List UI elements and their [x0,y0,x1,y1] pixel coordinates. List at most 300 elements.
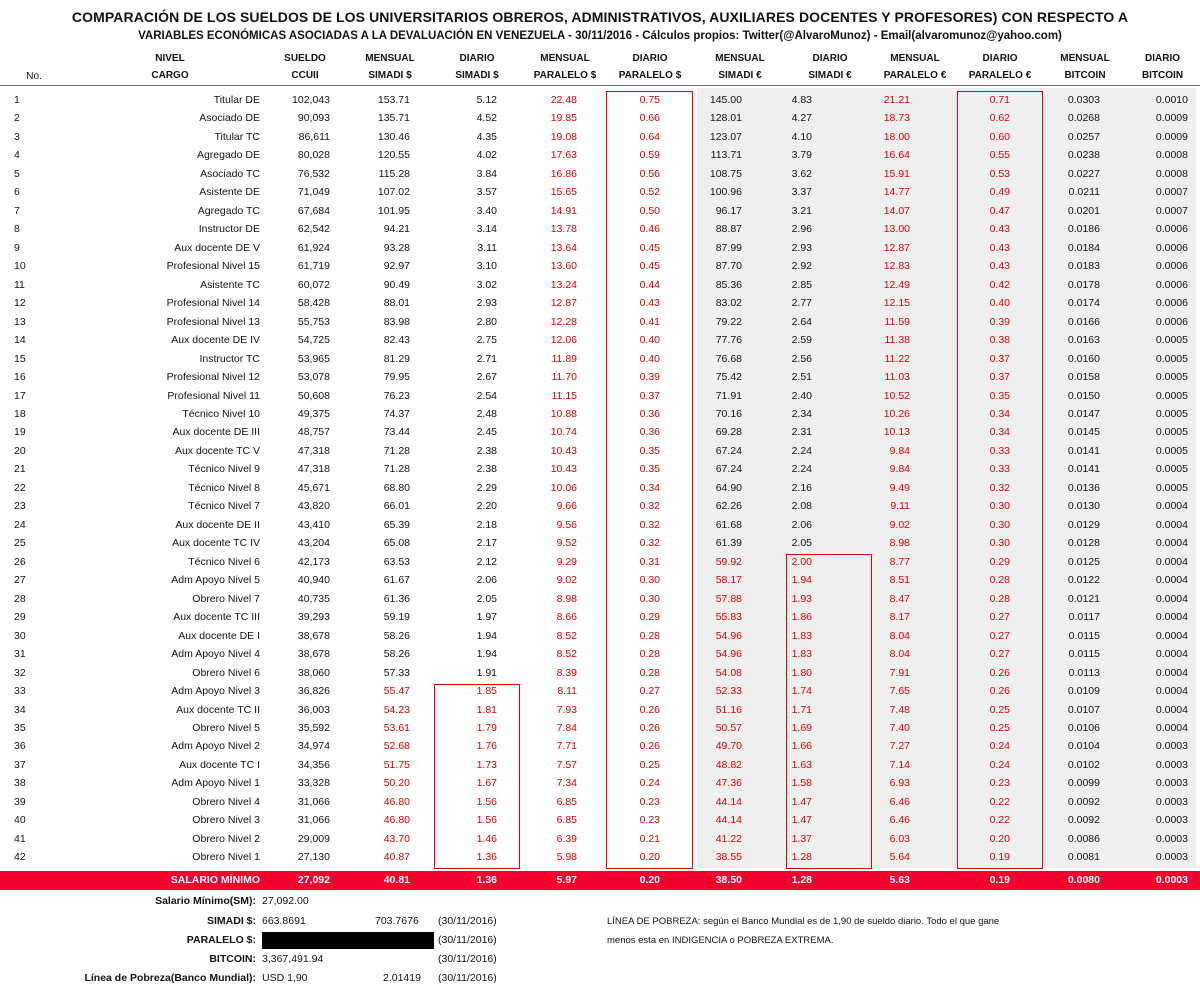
cell-diario-bitcoin: 0.0004 [1155,721,1188,734]
cell-no: 15 [14,352,26,365]
cell-mensual-paralelo-usd: 19.08 [550,130,577,143]
cell-mensual-paralelo-eur: 10.52 [883,389,910,402]
cell-mensual-bitcoin: 0.0186 [1067,223,1100,236]
cell-diario-simadi-usd: 1.81 [476,703,497,716]
cell-diario-paralelo-eur: 0.62 [989,112,1010,125]
footer-pobreza-v2: 2.01419 [383,972,421,984]
cell-no: 6 [14,186,20,199]
cell-diario-paralelo-usd: 0.44 [639,278,660,291]
cell-no: 36 [14,740,26,753]
cell-mensual-simadi-usd: 76.23 [383,389,410,402]
cell-mensual-bitcoin: 0.0201 [1067,204,1100,217]
cell-no: 14 [14,334,26,347]
cell-cargo: Titular DE [213,94,260,106]
header-mensual-bitcoin-sub: BITCOIN [1064,70,1106,81]
cell-diario-bitcoin: 0.0003 [1155,832,1188,845]
table-header [0,51,1200,86]
cell-diario-simadi-eur: 3.62 [791,167,812,180]
cell-mensual-paralelo-eur: 7.65 [889,685,910,698]
header-mensual-paralelo-eur: MENSUAL [890,53,940,64]
cell-mensual-simadi-usd: 46.80 [383,814,410,827]
cell-diario-simadi-usd: 1.76 [476,740,497,753]
cell-mensual-bitcoin: 0.0150 [1067,389,1100,402]
cell-mensual-simadi-usd: 59.19 [383,611,410,624]
cell-diario-simadi-eur: 1.66 [791,740,812,753]
cell-diario-bitcoin: 0.0006 [1155,223,1188,236]
cell-sueldo: 43,204 [297,537,330,550]
cell-sueldo: 80,028 [297,149,330,162]
cell-cargo: Obrero Nivel 5 [192,721,260,734]
cell-sueldo: 55,753 [297,315,330,328]
header-no: No. [26,71,42,82]
cell-mensual-simadi-eur: 67.24 [715,463,742,476]
cell-cargo: Técnico Nivel 7 [188,500,260,513]
cell-mensual-paralelo-usd: 10.06 [550,481,577,494]
cell-diario-paralelo-usd: 0.26 [639,740,660,753]
cell-cargo: Asociado TC [200,167,260,180]
cell-diario-bitcoin: 0.0008 [1155,149,1188,162]
cell-diario-simadi-usd: 1.94 [476,629,497,642]
cell-mensual-paralelo-eur: 7.91 [889,666,910,679]
cell-diario-bitcoin: 0.0006 [1155,241,1188,254]
cell-mensual-paralelo-usd: 9.02 [556,574,577,587]
cell-diario-paralelo-usd: 0.23 [639,814,660,827]
cell-diario-paralelo-eur: 0.43 [989,223,1010,236]
cell-mensual-simadi-eur: 87.70 [715,260,742,273]
cell-mensual-simadi-usd: 71.28 [383,444,410,457]
cell-mensual-simadi-usd: 58.26 [383,629,410,642]
cell-diario-bitcoin: 0.0005 [1155,444,1188,457]
cell-diario-paralelo-usd: 0.50 [639,204,660,217]
cell-diario-simadi-eur: 2.31 [791,426,812,439]
cell-sueldo: 39,293 [297,611,330,624]
cell-mensual-simadi-usd: 130.46 [377,130,410,143]
cell-diario-bitcoin: 0.0004 [1155,648,1188,661]
cell-mensual-paralelo-eur: 9.84 [889,444,910,457]
cell-diario-bitcoin: 0.0004 [1155,555,1188,568]
cell-no: 26 [14,555,26,568]
cell-cargo: Instructor DE [198,223,260,236]
cell-cargo: Obrero Nivel 4 [192,795,260,808]
title-line-1: COMPARACIÓN DE LOS SUELDOS DE LOS UNIVERSITARIOS OBREROS, ADMINISTRATIVOS, AUXILIARES DOCENTES Y PROFESORES) CON RESPECTO A [71,9,1129,25]
cell-cargo: Obrero Nivel 1 [192,851,260,864]
cell-mensual-bitcoin: 0.0184 [1067,241,1100,254]
cell-diario-simadi-usd: 1.97 [476,611,497,624]
cell-diario-paralelo-usd: 0.24 [639,777,660,790]
cell-diario-paralelo-usd: 0.29 [639,611,660,624]
cell-diario-bitcoin: 0.0005 [1155,426,1188,439]
cell-mensual-paralelo-eur: 14.77 [883,186,910,199]
cell-mensual-simadi-eur: 51.16 [715,703,742,716]
cell-mensual-simadi-usd: 74.37 [383,407,410,420]
cell-diario-paralelo-usd: 0.46 [639,223,660,236]
footer-paralelo-label: PARALELO $: [186,934,256,946]
cell-mensual-paralelo-eur: 9.49 [889,481,910,494]
cell-no: 28 [14,592,26,605]
cell-cargo: Técnico Nivel 10 [182,407,260,420]
cell-diario-simadi-eur: 2.24 [791,444,812,457]
cell-mensual-simadi-eur: 61.68 [715,518,742,531]
cell-diario-paralelo-usd: 0.34 [639,481,660,494]
header-diario-simadi-eur-sub: SIMADI € [808,70,852,81]
cell-mensual-bitcoin: 0.0303 [1067,94,1100,106]
cell-diario-paralelo-eur: 0.25 [989,703,1010,716]
cell-mensual-paralelo-usd: 8.66 [556,611,577,624]
cell-mensual-bitcoin: 0.0268 [1067,112,1100,125]
cell-mensual-simadi-eur: 75.42 [715,371,742,384]
cell-mensual-bitcoin: 0.0141 [1067,444,1100,457]
cell-mensual-paralelo-usd: 7.57 [556,758,577,771]
cell-diario-simadi-eur: 2.96 [791,223,812,236]
cell-cargo: Aux docente TC III [173,611,260,624]
cell-sueldo: 71,049 [297,186,330,199]
cell-sueldo: 50,608 [297,389,330,402]
cell-mensual-simadi-eur: 77.76 [715,334,742,347]
cell-mensual-bitcoin: 0.0122 [1067,574,1100,587]
cell-mensual-paralelo-eur: 8.77 [889,555,910,568]
cell-diario-paralelo-usd: 0.28 [639,629,660,642]
minimo-mensual-paralelo-eur: 5.63 [889,874,910,886]
cell-diario-bitcoin: 0.0005 [1155,389,1188,402]
cell-no: 30 [14,629,26,642]
cell-mensual-paralelo-usd: 19.85 [550,112,577,125]
cell-diario-simadi-usd: 3.84 [476,167,497,180]
minimo-diario-simadi-eur: 1.28 [791,874,812,886]
cell-diario-simadi-eur: 2.51 [791,371,812,384]
cell-no: 40 [14,814,26,827]
cell-mensual-simadi-usd: 54.23 [383,703,410,716]
cell-mensual-simadi-eur: 108.75 [709,167,742,180]
cell-no: 9 [14,241,20,254]
footer-simadi-label: SIMADI $: [206,915,256,927]
cell-cargo: Aux docente DE I [178,629,260,642]
cell-diario-simadi-usd: 2.29 [476,481,497,494]
cell-diario-paralelo-usd: 0.45 [639,241,660,254]
cell-diario-simadi-usd: 1.46 [476,832,497,845]
cell-no: 4 [14,149,20,162]
cell-cargo: Asociado DE [199,112,260,125]
minimo-mensual-simadi-usd: 40.81 [383,874,410,886]
cell-cargo: Instructor TC [199,352,260,365]
cell-diario-bitcoin: 0.0007 [1155,186,1188,199]
cell-mensual-simadi-eur: 57.88 [715,592,742,605]
cell-no: 22 [14,481,26,494]
cell-diario-paralelo-usd: 0.64 [639,130,660,143]
cell-mensual-paralelo-usd: 13.24 [550,278,577,291]
cell-mensual-simadi-usd: 94.21 [383,223,410,236]
cell-diario-simadi-eur: 2.08 [791,500,812,513]
cell-mensual-bitcoin: 0.0113 [1068,666,1100,679]
cell-mensual-paralelo-usd: 12.06 [550,334,577,347]
cell-mensual-bitcoin: 0.0129 [1067,518,1100,531]
cell-diario-simadi-eur: 2.16 [791,481,812,494]
minimo-diario-paralelo-eur: 0.19 [989,874,1010,886]
cell-cargo: Obrero Nivel 2 [192,832,260,845]
cell-mensual-simadi-eur: 62.26 [715,500,742,513]
cell-mensual-paralelo-eur: 12.49 [883,278,910,291]
cell-diario-paralelo-eur: 0.33 [989,463,1010,476]
cell-mensual-bitcoin: 0.0115 [1068,648,1100,661]
cell-mensual-bitcoin: 0.0238 [1067,149,1100,162]
cell-mensual-paralelo-usd: 10.74 [550,426,577,439]
cell-mensual-paralelo-eur: 11.03 [884,371,910,384]
cell-diario-simadi-usd: 2.48 [476,407,497,420]
cell-diario-simadi-eur: 2.34 [791,407,812,420]
cell-diario-bitcoin: 0.0007 [1155,204,1188,217]
cell-mensual-simadi-usd: 153.71 [377,94,410,106]
cell-diario-paralelo-eur: 0.25 [989,721,1010,734]
cell-cargo: Agregado TC [197,204,260,217]
cell-diario-paralelo-eur: 0.28 [989,592,1010,605]
cell-mensual-simadi-eur: 83.02 [715,297,742,310]
cell-mensual-simadi-eur: 100.96 [709,186,742,199]
cell-diario-simadi-eur: 3.37 [791,186,812,199]
cell-mensual-simadi-eur: 96.17 [715,204,742,217]
footer-bitcoin-value: 3,367,491.94 [262,953,324,965]
cell-cargo: Asistente TC [200,278,260,291]
cell-cargo: Aux docente TC V [174,444,260,457]
cell-diario-bitcoin: 0.0003 [1155,851,1188,864]
cell-mensual-simadi-usd: 81.29 [383,352,410,365]
cell-mensual-simadi-usd: 50.20 [383,777,410,790]
cell-diario-paralelo-usd: 0.41 [639,315,660,328]
cell-diario-simadi-usd: 2.38 [476,463,497,476]
header-mensual-simadi-eur-sub: SIMADI € [718,70,762,81]
cell-sueldo: 54,725 [297,334,330,347]
cell-diario-simadi-eur: 2.06 [791,518,812,531]
cell-diario-simadi-eur: 2.59 [791,334,812,347]
cell-mensual-simadi-usd: 101.95 [377,204,410,217]
cell-sueldo: 76,532 [297,167,330,180]
cell-mensual-paralelo-eur: 8.47 [889,592,910,605]
cell-sueldo: 67,684 [297,204,330,217]
cell-mensual-paralelo-usd: 17.63 [550,149,577,162]
cell-mensual-paralelo-usd: 7.71 [556,740,577,753]
cell-mensual-simadi-eur: 61.39 [715,537,742,550]
cell-diario-bitcoin: 0.0003 [1155,814,1188,827]
cell-diario-simadi-eur: 1.74 [791,685,812,698]
cell-cargo: Adm Apoyo Nivel 3 [171,685,260,698]
cell-diario-bitcoin: 0.0005 [1155,334,1188,347]
cell-mensual-simadi-usd: 120.55 [377,149,410,162]
cell-mensual-simadi-eur: 145.00 [709,94,742,106]
cell-no: 25 [14,537,26,550]
cell-diario-simadi-usd: 4.35 [476,130,497,143]
footer-simadi-v2: 703.7676 [375,915,419,927]
cell-diario-paralelo-eur: 0.43 [989,260,1010,273]
cell-sueldo: 38,678 [297,648,330,661]
cell-diario-paralelo-eur: 0.30 [989,500,1010,513]
header-diario-paralelo-eur-sub: PARALELO € [968,70,1032,81]
cell-mensual-paralelo-eur: 6.46 [889,795,910,808]
header-mensual-paralelo-usd: MENSUAL [540,53,590,64]
cell-diario-bitcoin: 0.0004 [1155,537,1188,550]
cell-diario-paralelo-eur: 0.27 [989,648,1010,661]
cell-no: 32 [14,666,26,679]
cell-diario-bitcoin: 0.0004 [1155,518,1188,531]
cell-mensual-bitcoin: 0.0109 [1067,685,1100,698]
cell-diario-paralelo-eur: 0.19 [989,851,1010,864]
cell-diario-paralelo-eur: 0.20 [989,832,1010,845]
header-diario-simadi-eur: DIARIO [812,53,848,64]
cell-diario-bitcoin: 0.0008 [1155,167,1188,180]
cell-diario-bitcoin: 0.0006 [1155,315,1188,328]
cell-mensual-simadi-usd: 51.75 [383,758,410,771]
cell-mensual-bitcoin: 0.0125 [1067,555,1100,568]
cell-diario-paralelo-eur: 0.26 [989,685,1010,698]
cell-mensual-paralelo-eur: 10.13 [883,426,910,439]
cell-mensual-paralelo-usd: 12.87 [550,297,577,310]
cell-diario-paralelo-usd: 0.59 [639,149,660,162]
cell-mensual-paralelo-usd: 8.39 [556,666,577,679]
cell-diario-paralelo-eur: 0.39 [989,315,1010,328]
cell-mensual-paralelo-eur: 18.00 [883,130,910,143]
cell-diario-simadi-usd: 2.12 [476,555,497,568]
cell-diario-simadi-eur: 1.69 [791,721,812,734]
cell-diario-simadi-usd: 2.18 [476,518,497,531]
cell-diario-simadi-eur: 2.93 [791,241,812,254]
cell-diario-paralelo-eur: 0.49 [989,186,1010,199]
cell-mensual-simadi-usd: 53.61 [383,721,410,734]
cell-diario-simadi-eur: 1.86 [791,611,812,624]
cell-diario-simadi-eur: 4.27 [791,112,812,125]
cell-cargo: Técnico Nivel 8 [188,481,260,494]
cell-mensual-paralelo-eur: 21.21 [883,94,910,106]
cell-diario-paralelo-eur: 0.71 [989,94,1010,106]
header-diario-bitcoin: DIARIO [1145,53,1180,64]
cell-cargo: Adm Apoyo Nivel 4 [171,648,260,661]
cell-diario-paralelo-eur: 0.55 [989,149,1010,162]
cell-diario-paralelo-usd: 0.36 [639,426,660,439]
cell-diario-paralelo-eur: 0.37 [989,371,1010,384]
cell-mensual-paralelo-eur: 6.93 [889,777,910,790]
footer-sm-label: Salario Mínimo(SM): [155,895,256,907]
cell-mensual-paralelo-usd: 10.88 [550,407,577,420]
cell-diario-paralelo-usd: 0.75 [639,94,660,106]
cell-mensual-paralelo-usd: 9.52 [556,537,577,550]
cell-sueldo: 34,356 [297,758,330,771]
cell-no: 31 [14,648,26,661]
cell-mensual-paralelo-usd: 13.64 [550,241,577,254]
cell-mensual-bitcoin: 0.0163 [1067,334,1100,347]
cell-diario-simadi-eur: 2.64 [791,315,812,328]
cell-diario-paralelo-eur: 0.60 [989,130,1010,143]
cell-mensual-paralelo-eur: 18.73 [883,112,910,125]
cell-mensual-paralelo-usd: 8.98 [556,592,577,605]
cell-cargo: Aux docente TC II [176,703,260,716]
cell-mensual-paralelo-eur: 11.59 [884,315,910,328]
cell-mensual-simadi-eur: 85.36 [715,278,742,291]
cell-sueldo: 38,060 [297,666,330,679]
cell-diario-paralelo-eur: 0.33 [989,444,1010,457]
cell-mensual-simadi-usd: 57.33 [383,666,410,679]
cell-mensual-simadi-eur: 123.07 [709,130,742,143]
cell-no: 34 [14,703,26,716]
cell-mensual-bitcoin: 0.0141 [1067,463,1100,476]
cell-mensual-simadi-usd: 46.80 [383,795,410,808]
cell-diario-simadi-eur: 3.21 [791,204,812,217]
cell-sueldo: 58,428 [297,297,330,310]
highlight-box-diario-simadi-usd [434,684,520,869]
cell-mensual-paralelo-usd: 6.39 [556,832,577,845]
cell-diario-paralelo-eur: 0.35 [989,389,1010,402]
cell-no: 38 [14,777,26,790]
footer-paralelo-date: (30/11/2016) [438,934,497,946]
cell-diario-simadi-usd: 3.57 [476,186,497,199]
cell-no: 8 [14,223,20,236]
cell-mensual-simadi-eur: 71.91 [715,389,742,402]
cell-diario-bitcoin: 0.0009 [1155,112,1188,125]
cell-diario-paralelo-eur: 0.29 [989,555,1010,568]
cell-mensual-bitcoin: 0.0117 [1068,611,1100,624]
cell-mensual-bitcoin: 0.0160 [1067,352,1100,365]
cell-diario-simadi-usd: 2.20 [476,500,497,513]
cell-mensual-simadi-usd: 115.28 [378,167,410,180]
cell-mensual-simadi-usd: 68.80 [383,481,410,494]
cell-diario-simadi-eur: 3.79 [791,149,812,162]
cell-mensual-bitcoin: 0.0106 [1067,721,1100,734]
header-diario-simadi-usd-sub: SIMADI $ [455,70,499,81]
cell-mensual-simadi-usd: 40.87 [383,851,410,864]
cell-mensual-paralelo-eur: 11.22 [884,352,910,365]
cell-mensual-simadi-usd: 83.98 [383,315,410,328]
cell-sueldo: 36,826 [297,685,330,698]
cell-cargo: Obrero Nivel 3 [192,814,260,827]
cell-sueldo: 60,072 [297,278,330,291]
cell-diario-paralelo-usd: 0.26 [639,703,660,716]
cell-mensual-bitcoin: 0.0099 [1067,777,1100,790]
cell-diario-simadi-eur: 2.85 [791,278,812,291]
cell-diario-simadi-eur: 2.05 [791,537,812,550]
cell-mensual-paralelo-eur: 9.11 [890,500,910,513]
cell-mensual-simadi-eur: 49.70 [715,740,742,753]
cell-sueldo: 62,542 [297,223,330,236]
header-mensual-simadi-usd: MENSUAL [365,53,415,64]
cell-diario-paralelo-eur: 0.24 [989,758,1010,771]
header-diario-paralelo-eur: DIARIO [982,53,1018,64]
cell-mensual-bitcoin: 0.0102 [1067,758,1100,771]
cell-mensual-paralelo-usd: 11.89 [551,352,577,365]
footer-simadi-date: (30/11/2016) [438,915,497,927]
cell-diario-paralelo-usd: 0.35 [639,444,660,457]
cell-diario-simadi-usd: 3.11 [477,241,497,254]
cell-no: 39 [14,795,26,808]
cell-diario-simadi-eur: 1.83 [791,629,812,642]
highlight-box-diario-paralelo-usd [606,91,693,869]
cell-diario-simadi-eur: 1.83 [791,648,812,661]
cell-mensual-paralelo-usd: 9.66 [556,500,577,513]
cell-diario-paralelo-eur: 0.53 [989,167,1010,180]
cell-sueldo: 42,173 [297,555,330,568]
cell-cargo: Aux docente DE II [175,518,260,531]
cell-mensual-simadi-usd: 52.68 [383,740,410,753]
cell-diario-paralelo-eur: 0.38 [989,334,1010,347]
cell-diario-simadi-eur: 2.56 [791,352,812,365]
cell-diario-simadi-eur: 2.40 [791,389,812,402]
cell-mensual-simadi-eur: 64.90 [715,481,742,494]
cell-mensual-paralelo-eur: 9.02 [889,518,910,531]
cell-diario-paralelo-eur: 0.24 [989,740,1010,753]
cell-mensual-paralelo-usd: 22.48 [550,94,577,106]
cell-mensual-simadi-usd: 79.95 [383,371,410,384]
cell-mensual-simadi-eur: 70.16 [715,407,742,420]
cell-diario-simadi-eur: 2.24 [791,463,812,476]
cell-mensual-simadi-eur: 58.17 [715,574,742,587]
cell-diario-simadi-eur: 2.77 [791,297,812,310]
cell-diario-simadi-eur: 1.47 [791,814,812,827]
header-sueldo: SUELDO [284,53,326,64]
cell-diario-paralelo-usd: 0.31 [639,555,660,568]
